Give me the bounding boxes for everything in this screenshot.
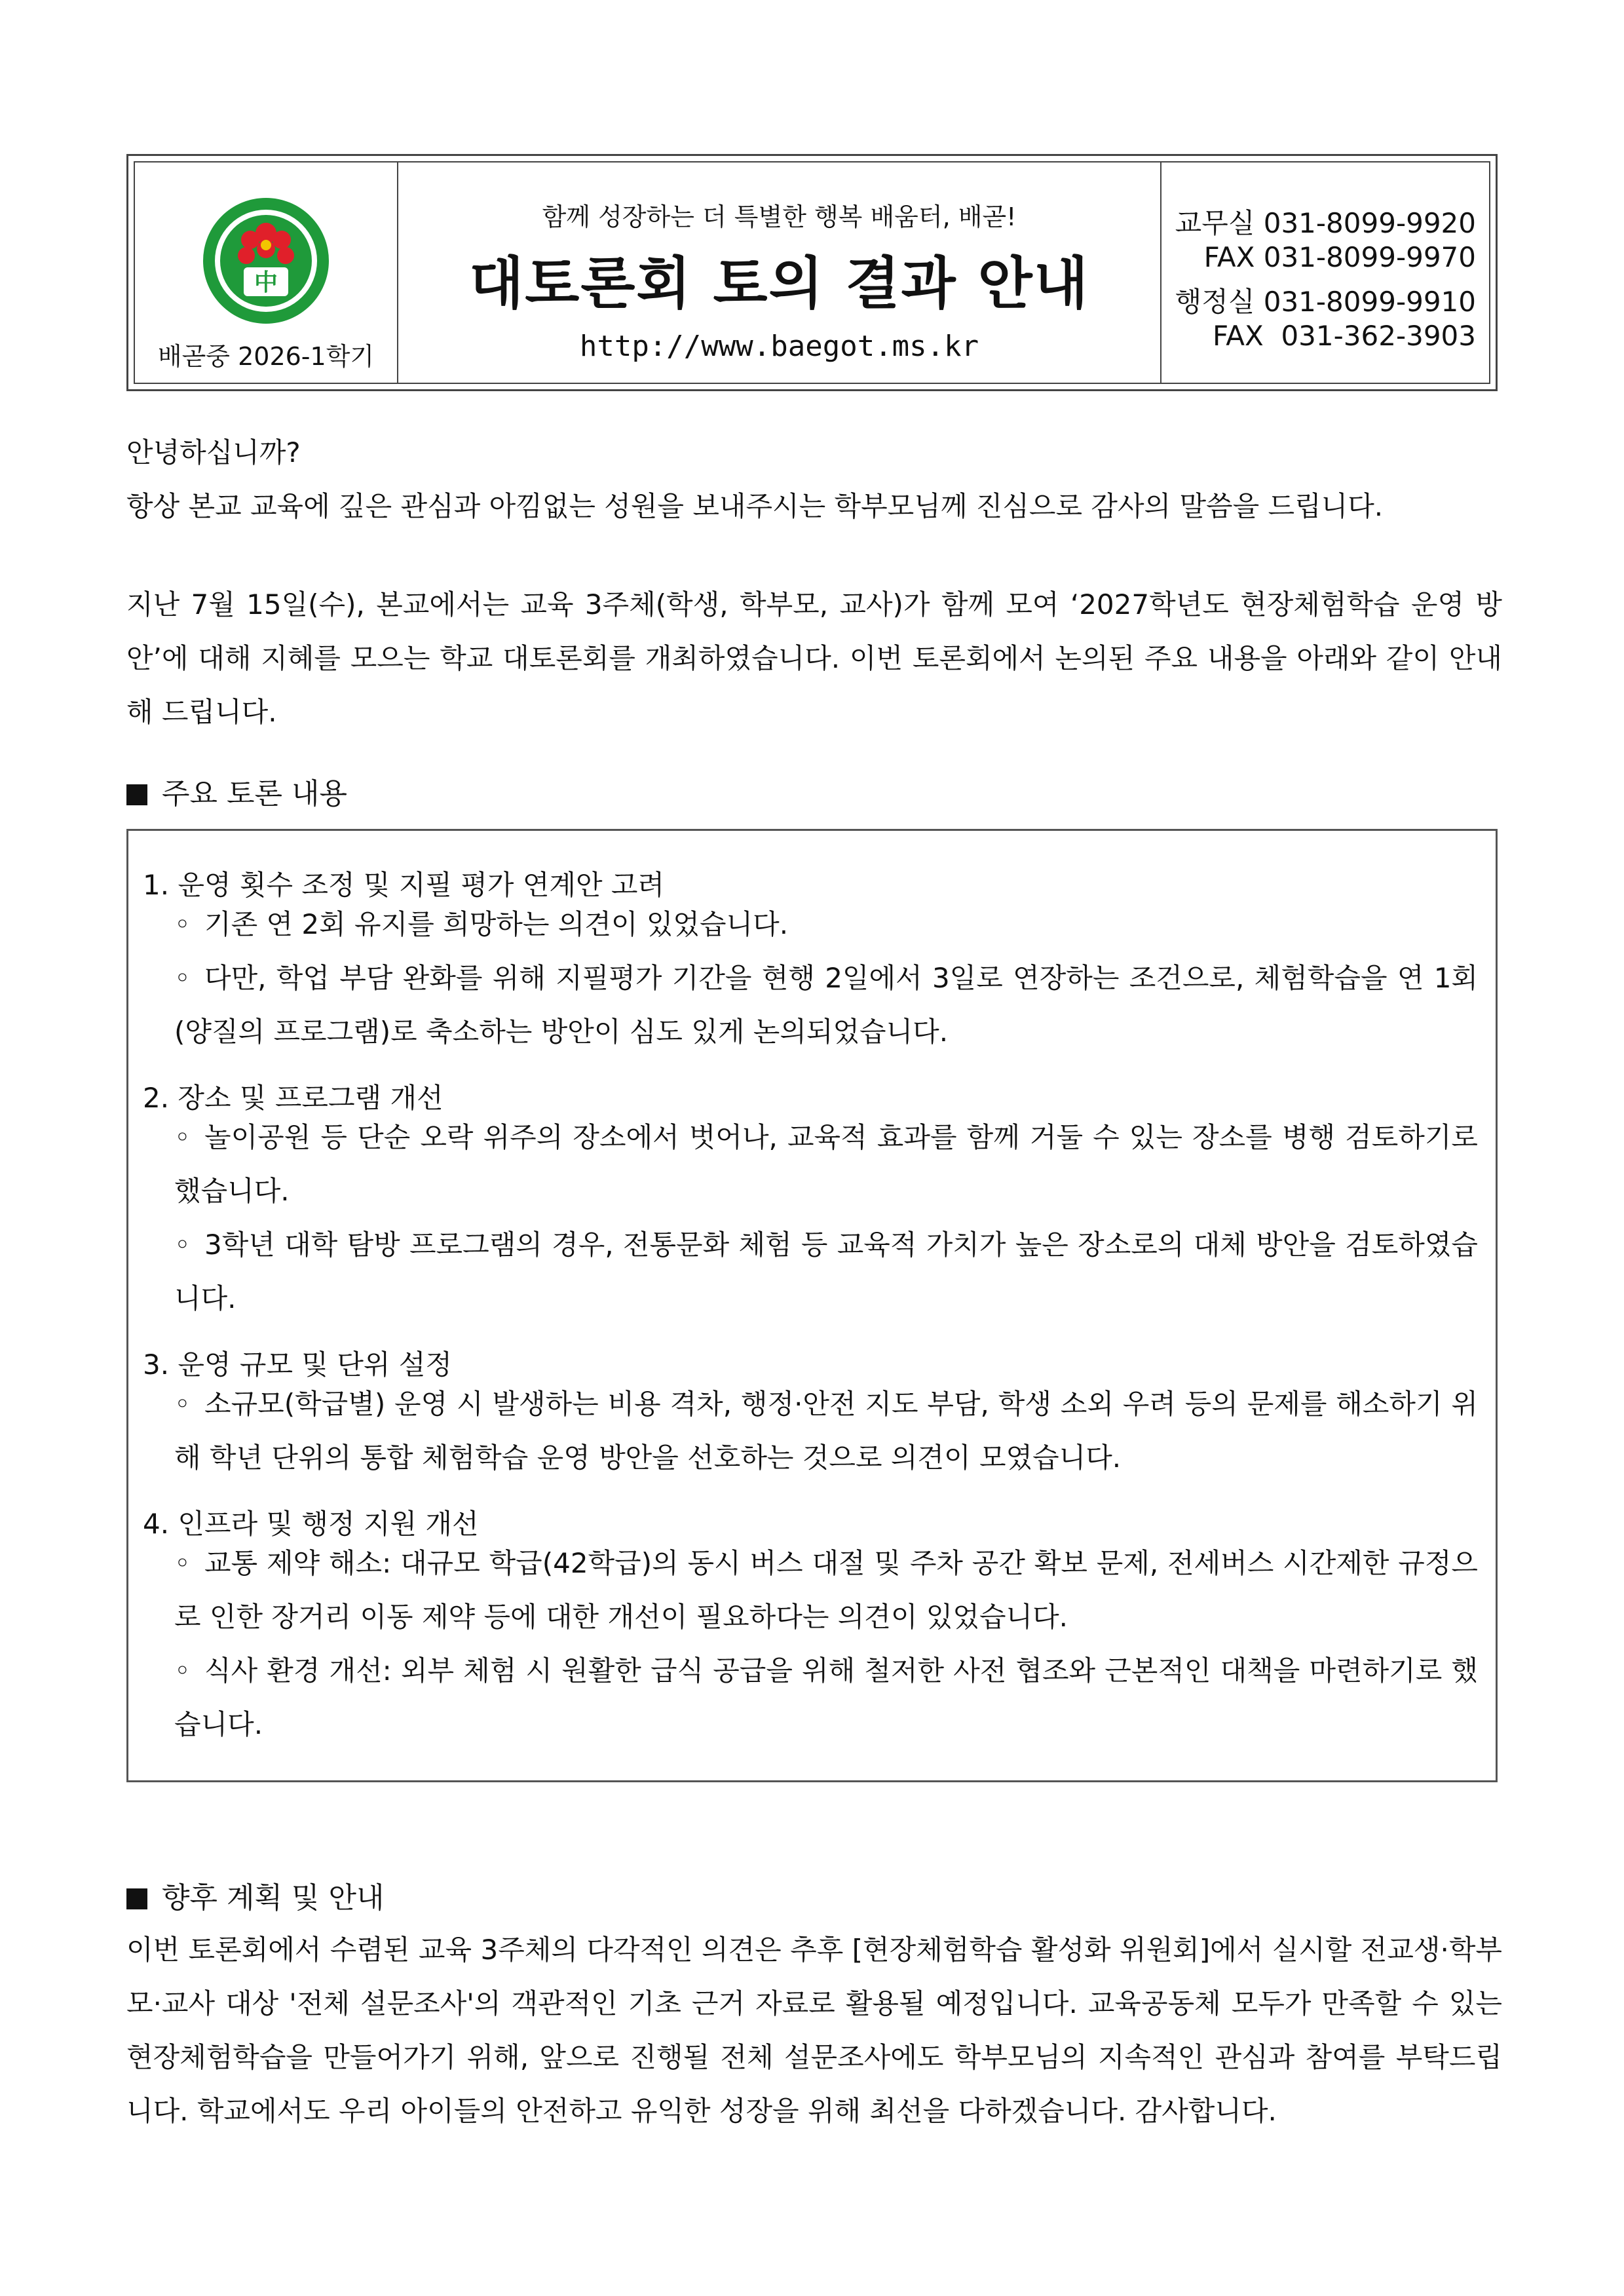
school-logo-icon — [200, 195, 331, 326]
topic-bullet — [174, 1111, 1478, 1218]
topic-bullet — [174, 1218, 1478, 1326]
section-heading-future-plans — [126, 1874, 385, 1916]
topic-bullet — [174, 951, 1478, 1059]
circle-bullet-icon: ◦ — [174, 1547, 191, 1579]
bullet-text: 식사 환경 개선: 외부 체험 시 원활한 급식 공급을 위해 철저한 사전 협조와 근본적인 대책을 마련하기로 했습니다. — [174, 1655, 1478, 1740]
header-middle-cell — [398, 163, 1161, 383]
svg-text:中: 中 — [254, 269, 278, 296]
bullet-text: 소규모(학급별) 운영 시 발생하는 비용 격차, 행정·안전 지도 부담, 학생 소외 우려 등의 문제를 해소하기 위해 학년 단위의 통합 체험학습 운영 방안을 선호하는 것으로 의견이 모였습니다. — [174, 1388, 1478, 1474]
circle-bullet-icon: ◦ — [174, 962, 191, 994]
topic-title: 4. 인프라 및 행정 지원 개선 — [143, 1508, 479, 1540]
intro-paragraph: 지난 7월 15일(수), 본교에서는 교육 3주체(학생, 학부모, 교사)가 함께 모여 ‘2027학년도 현장체험학습 운영 방안’에 대해 지혜를 모으는 학교 대토론회를 개최하였습니다. 이번 토론회에서 논의된 주요 내용을 아래와 같이 안내해 드립니다. — [126, 588, 1502, 728]
square-bullet-icon — [126, 1888, 147, 1909]
circle-bullet-icon: ◦ — [174, 1229, 191, 1261]
header-inner — [134, 161, 1490, 384]
section-heading-main-topics — [126, 770, 347, 812]
topic-bullet — [174, 1377, 1478, 1485]
school-url: http://www.baegot.ms.kr — [579, 330, 979, 363]
topic-bullet — [174, 898, 1478, 951]
header-left-cell — [135, 163, 398, 383]
contact-admin-office: 행정실 031-8099-9910 — [1175, 286, 1476, 318]
circle-bullet-icon: ◦ — [174, 1388, 191, 1420]
contact-admin-fax: FAX 031-362-3903 — [1212, 320, 1476, 352]
topic-title: 2. 장소 및 프로그램 개선 — [143, 1082, 444, 1114]
header-table — [126, 154, 1498, 391]
school-motto: 함께 성장하는 더 특별한 행복 배움터, 배곧! — [542, 202, 1017, 231]
section-heading-label: 주요 토론 내용 — [162, 777, 347, 811]
contact-academic-office: 교무실 031-8099-9920 — [1175, 207, 1476, 239]
thanks-paragraph: 항상 본교 교육에 깊은 관심과 아낌없는 성원을 보내주시는 학부모님께 진심으로 감사의 말씀을 드립니다. — [126, 490, 1384, 522]
contact-academic-fax: FAX 031-8099-9970 — [1203, 241, 1476, 273]
topic-title: 3. 운영 규모 및 단위 설정 — [143, 1349, 452, 1381]
bullet-text: 다만, 학업 부담 완화를 위해 지필평가 기간을 현행 2일에서 3일로 연장하는 조건으로, 체험학습을 연 1회(양질의 프로그램)로 축소하는 방안이 심도 있게 논의되었습니다. — [174, 962, 1478, 1048]
circle-bullet-icon: ◦ — [174, 1121, 191, 1153]
topic-title: 1. 운영 횟수 조정 및 지필 평가 연계안 고려 — [143, 869, 665, 901]
bullet-text: 교통 제약 해소: 대규모 학급(42학급)의 동시 버스 대절 및 주차 공간 확보 문제, 전세버스 시간제한 규정으로 인한 장거리 이동 제약 등에 대한 개선이 필요하다는 의견이 있었습니다. — [174, 1547, 1478, 1633]
square-bullet-icon — [126, 784, 147, 805]
topic-bullet — [174, 1644, 1478, 1751]
bullet-text: 기존 연 2회 유지를 희망하는 의견이 있었습니다. — [204, 908, 789, 940]
bullet-text: 놀이공원 등 단순 오락 위주의 장소에서 벗어나, 교육적 효과를 함께 거둘 수 있는 장소를 병행 검토하기로 했습니다. — [174, 1121, 1478, 1207]
greeting: 안녕하십니까? — [126, 436, 301, 469]
page-title: 대토론회 토의 결과 안내 — [469, 251, 1089, 316]
future-plans-paragraph: 이번 토론회에서 수렴된 교육 3주체의 다각적인 의견은 추후 [현장체험학습 활성화 위원회]에서 실시할 전교생·학부모·교사 대상 '전체 설문조사'의 객관적인 기초 근거 자료로 활용될 예정입니다. 교육공동체 모두가 만족할 수 있는 현장체험학습을 만들어가기 위해, 앞으로 진행될 전체 설문조사에도 학부모님의 지속적인 관심과 참여를 부탁드립니다. 학교에서도 우리 아이들의 안전하고 유익한 성장을 위해 최선을 다하겠습니다. 감사합니다. — [126, 1934, 1502, 2127]
section-heading-label: 향후 계획 및 안내 — [162, 1881, 385, 1915]
header-contact-cell — [1161, 163, 1489, 383]
circle-bullet-icon: ◦ — [174, 908, 191, 940]
discussion-box — [126, 829, 1498, 1782]
school-semester: 배곧중 2026-1학기 — [157, 342, 375, 371]
topic-bullet — [174, 1537, 1478, 1644]
circle-bullet-icon: ◦ — [174, 1655, 191, 1687]
bullet-text: 3학년 대학 탐방 프로그램의 경우, 전통문화 체험 등 교육적 가치가 높은 장소로의 대체 방안을 검토하였습니다. — [174, 1229, 1478, 1314]
